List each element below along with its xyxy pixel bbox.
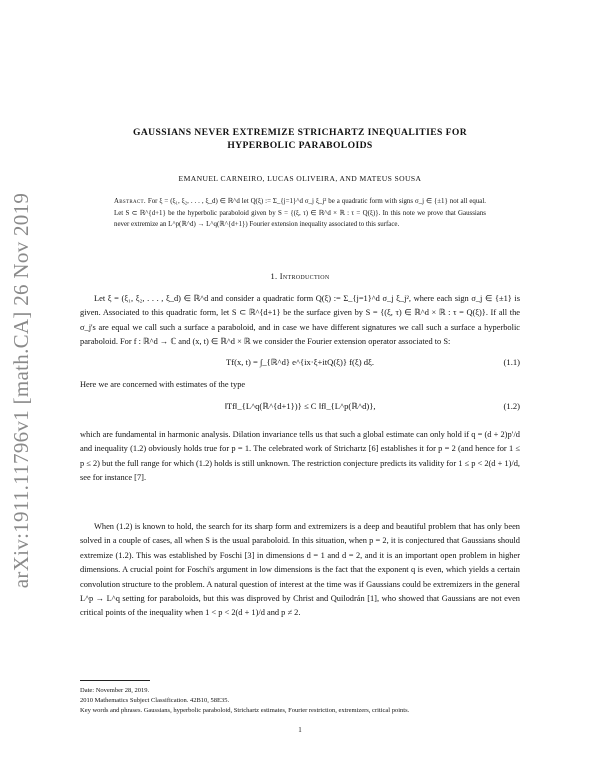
- paragraph-3-text: When (1.2) is known to hold, the search for its sharp form and extremizers is a deep and beautiful problem that has only been solved in a couple of cases, all when S is the usual paraboloid. In this situation, when p = 2, it is conjectured that Gaussians should extremize (1.2). This was established by Foschi [3] in dimensions d = 1 and d = 2, and it is an important open problem in higher dimensions. A crucial point for Foschi's argument in low dimensions is the fact that the exponent q is even, which yields a certain convolution structure to the problem. A natural question of interest at the time was if Gaussians could be extremizers in the general L^p → L^q setting for paraboloids, but this was disproved by Christ and Quilodrán [1], who showed that Gaussians are not even critical points of the inequality when 1 < p < 2(d + 1)/d and p ≠ 2.: [80, 522, 520, 618]
- equation-1-1-expr: Tf(x, t) = ∫_{ℝ^d} e^{ix·ξ+itQ(ξ)} f(ξ) dξ.: [226, 357, 374, 367]
- footnote-keywords: Key words and phrases. Gaussians, hyperbolic paraboloid, Strichartz estimates, Fourier restriction, extremizers, critical points.: [80, 706, 410, 714]
- title-line-1: GAUSSIANS NEVER EXTREMIZE STRICHARTZ INEQUALITIES FOR: [132, 127, 468, 138]
- footnotes: [80, 686, 520, 715]
- abstract-label: Abstract.: [114, 198, 146, 205]
- abstract: [114, 196, 486, 231]
- paragraph-1: [80, 292, 520, 350]
- arxiv-id-text: arXiv:1911.11796v1 [math.CA] 26 Nov 2019: [9, 192, 34, 588]
- page-number: 1: [298, 726, 302, 734]
- paper-title: [80, 126, 520, 152]
- equation-1-1-number: (1.1): [503, 357, 520, 367]
- title-line-2: HYPERBOLIC PARABOLOIDS: [227, 140, 373, 151]
- abstract-text: For ξ = (ξ₁, ξ₂, . . . , ξ_d) ∈ ℝ^d let Q(ξ) := Σ_{j=1}^d σ_j ξ_j² be a quadratic form with signs σ_j ∈ {±1} not all equal. Let S ⊂ ℝ^{d+1} be the hyperbolic paraboloid given by S = {(ξ, τ) ∈ ℝ^d × ℝ : τ = Q(ξ)}. In this note we prove that Gaussians never extremize an L^p(ℝ^d) → L^q(ℝ^{d+1}) Fourier extension inequality associated to this surface.: [114, 198, 486, 228]
- paragraph-2-text: which are fundamental in harmonic analysis. Dilation invariance tells us that such a global estimate can only hold if q = (d + 2)p′/d and inequality (1.2) obviously holds true for p = 1. The celebrated work of Strichartz [6] establishes it for p = 2 (and hence for 1 ≤ p ≤ 2) but the full range for which (1.2) holds is still unknown. The restriction conjecture predicts its validity for 1 ≤ p < 2(d + 1)/d, see for instance [7].: [80, 430, 520, 483]
- eq2-intro: [80, 378, 520, 392]
- authors: EMANUEL CARNEIRO, LUCAS OLIVEIRA, AND MATEUS SOUSA: [178, 174, 422, 183]
- equation-1-2-number: (1.2): [503, 401, 520, 411]
- paragraph-1-text: Let ξ = (ξ₁, ξ₂, . . . , ξ_d) ∈ ℝ^d and consider a quadratic form Q(ξ) := Σ_{j=1}^d σ_j ξ_j², where each sign σ_j ∈ {±1} is given. Associated to this quadratic form, let S ⊂ ℝ^{d+1} be the surface given by S = {(ξ, τ) ∈ ℝ^d × ℝ : τ = Q(ξ)}. If all the σ_j's are equal we call such a surface a paraboloid, and in case we have different signatures we call such a surface a hyperbolic paraboloid. For f : ℝ^d → ℂ and (x, t) ∈ ℝ^d × ℝ we consider the Fourier extension operator associated to S:: [80, 294, 520, 347]
- footnote-msc: 2010 Mathematics Subject Classification. 42B10, 58E35.: [80, 696, 230, 704]
- arxiv-identifier: [2, 160, 42, 620]
- footnote-rule: [80, 680, 150, 681]
- eq2-intro-text: Here we are concerned with estimates of the type: [80, 380, 246, 389]
- paragraph-3: [80, 520, 520, 621]
- footnote-date: Date: November 28, 2019.: [80, 687, 150, 694]
- equation-1-2-expr: ‖Tf‖_{L^q(ℝ^{d+1})} ≤ C ‖f‖_{L^p(ℝ^d)},: [224, 401, 376, 411]
- paragraph-2: [80, 428, 520, 486]
- equation-1-1: [80, 352, 520, 376]
- equation-1-2: [80, 396, 520, 420]
- section-heading: 1. Introduction: [270, 272, 330, 281]
